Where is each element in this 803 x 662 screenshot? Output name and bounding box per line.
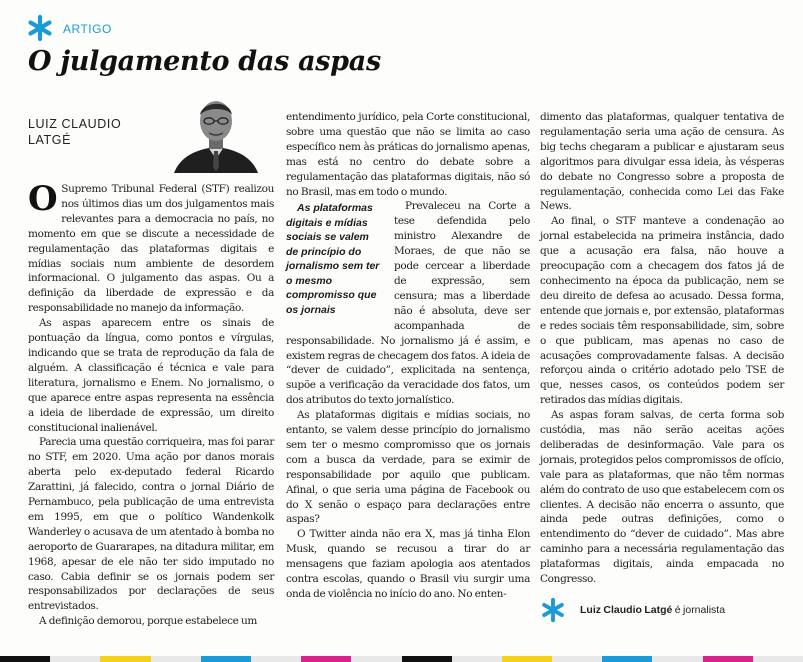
asterisk-icon (26, 14, 54, 42)
color-bar-segment (301, 656, 351, 662)
color-bar-segment (151, 656, 201, 662)
asterisk-icon (540, 597, 566, 623)
paragraph-4: A definição demorou, porque estabelece um (39, 615, 258, 628)
color-bar-segment (50, 656, 100, 662)
author-byline (28, 116, 121, 148)
author-photo (156, 93, 276, 173)
print-color-bar (0, 656, 803, 662)
drop-cap: O (28, 179, 58, 219)
article-column-1 (28, 179, 274, 629)
color-bar-segment (552, 656, 602, 662)
section-label: ARTIGO (63, 22, 112, 36)
color-bar-segment (652, 656, 702, 662)
paragraph-7: As plataformas digitais e mídias sociais, no entanto, se valem desse princípio do jornalismo sem ter o mesmo compromisso que os jornais com a busca da verdade, para se eximir de responsabilidade por aquilo que publicam. Afinal, o que seria uma página de Facebook ou do X senão o espaço para declarações entre aspas? (286, 409, 530, 526)
author-signature (540, 597, 784, 623)
color-bar-segment (703, 656, 753, 662)
paragraph-3: Parecia uma questão corriqueira, mas foi parar no STF, em 2020. Uma ação por danos morais aberta pelo ex-deputado federal Ricardo Zarattini, já falecido, contra o jornal Diário de Pernambuco, pela publicação de uma entrevista em 1995, em que o político Wandenkolk Wanderley o acusava de um atentado à bomba no aeroporto de Guararapes, na ditadura militar, em 1968, apesar de ele não ter sido imputado no caso. Cabia definir se os jornais podem ser responsabilizados por declarações de seus entrevistados. (28, 436, 274, 613)
author-name-line2: LATGÉ (28, 133, 72, 147)
color-bar-segment (602, 656, 652, 662)
color-bar-segment (100, 656, 150, 662)
paragraph-1-text: Supremo Tribunal Federal (STF) realizou nos últimos dias um dos julgamentos mais relevantes para a democracia no país, no momento em que se discute a necessidade de regulamentação das plataformas digitais e mídias sociais num ambiente de desordem informacional. O julgamento das aspas. Ou a definição da liberdade de expressão e da responsabilidade no manejo da informação. (28, 183, 274, 315)
pull-quote: As plataformas digitais e mídias sociais se valem de princípio do jornalismo sem ter o mesmo compromisso que os jornais (286, 202, 380, 316)
color-bar-segment (351, 656, 401, 662)
paragraph-6 (286, 199, 530, 408)
paragraph-1 (28, 179, 274, 316)
color-bar-segment (402, 656, 452, 662)
paragraph-5: entendimento jurídico, pela Corte constitucional, sobre uma questão que não se limita ao caso específico nem às práticas do jornalismo apenas, mas está no centro do debate sobre a regulamentação das plataformas digitais, não só no Brasil, mas em todo o mundo. (286, 111, 530, 198)
article-column-3 (540, 110, 784, 623)
paragraph-9: dimento das plataformas, qualquer tentativa de regulamentação seria uma ação de censura. As big techs chegaram a publicar e ajustaram seus algoritmos para divulgar essa ideia, às vésperas do debate no Congresso sobre a proposta de regulamentação, conhecida como Lei das Fake News. (540, 111, 784, 213)
color-bar-segment (452, 656, 502, 662)
color-bar-segment (0, 656, 50, 662)
article-headline: O julgamento das aspas (28, 46, 381, 77)
paragraph-2: As aspas aparecem entre os sinais de pontuação da língua, como pontos e vírgulas, indicando que se trata de reprodução da fala de alguém. A classificação é técnica e vale para literatura, jornalismo e Enem. No jornalismo, o que aparece entre aspas representa na essência a ideia de liberdade de expressão, um direito constitucional inalienável. (28, 317, 274, 434)
section-header (26, 14, 112, 42)
paragraph-11: As aspas foram salvas, de certa forma sob custódia, mas não serão aceitas ações deliberadas de desinformação. Vale para os jornais, protegidos pelos compromissos de ofício, vale para as plataformas, que não têm normas além do contrato de uso que estabelecem com os clientes. A decisão não encerra o assunto, que ainda pede outras definições, como o entendimento do “dever de cuidado”. Mas abre caminho para a necessária regulamentação das plataformas digitais, ainda empacada no Congresso. (540, 409, 784, 586)
paragraph-8: O Twitter ainda não era X, mas já tinha Elon Musk, quando se recusou a tirar do ar mensagens que faziam apologia aos atentados contra escolas, quando o Brasil viu surgir uma onda de violência no início do ano. No enten- (286, 528, 530, 600)
signature-role: é jornalista (672, 603, 726, 616)
author-name-line1: LUIZ CLAUDIO (28, 117, 122, 131)
color-bar-segment (502, 656, 552, 662)
color-bar-segment (201, 656, 251, 662)
signature-name: Luiz Claudio Latgé (580, 603, 673, 616)
paragraph-10: Ao final, o STF manteve a condenação ao jornal estabelecida na primeira instância, dado que a acusação era falsa, não houve a preocupação com a checagem dos fatos já de conhecimento na época da publicação, nem se deu direito de defesa ao acusado. Dessa forma, entende que jornais e, por extensão, plataformas e redes sociais têm responsabilidade, sim, sobre o que publicam, mas apenas no caso de acusações comprovadamente falsas. A decisão reforçou ainda o critério adotado pelo TSE de que, nesses casos, os conteúdos podem ser retirados das mídias digitais. (540, 215, 784, 407)
color-bar-segment (753, 656, 803, 662)
signature-text (580, 603, 725, 618)
article-column-2 (286, 110, 530, 602)
paragraph-6-text: Prevaleceu na Corte a tese defendida pelo ministro Alexandre de Moraes, de que não se pode cercear a liberdade de expressão, sem censura; mas a liberdade não é absoluta, deve ser acompanhada de responsabilidade. No jornalismo já é assim, e existem regras de checagem dos fatos. A ideia de “dever de cuidado”, explicitada na sentença, supõe a verificação da veracidade dos fatos, um dos atributos do texto jornalístico. (286, 200, 530, 407)
color-bar-segment (251, 656, 301, 662)
